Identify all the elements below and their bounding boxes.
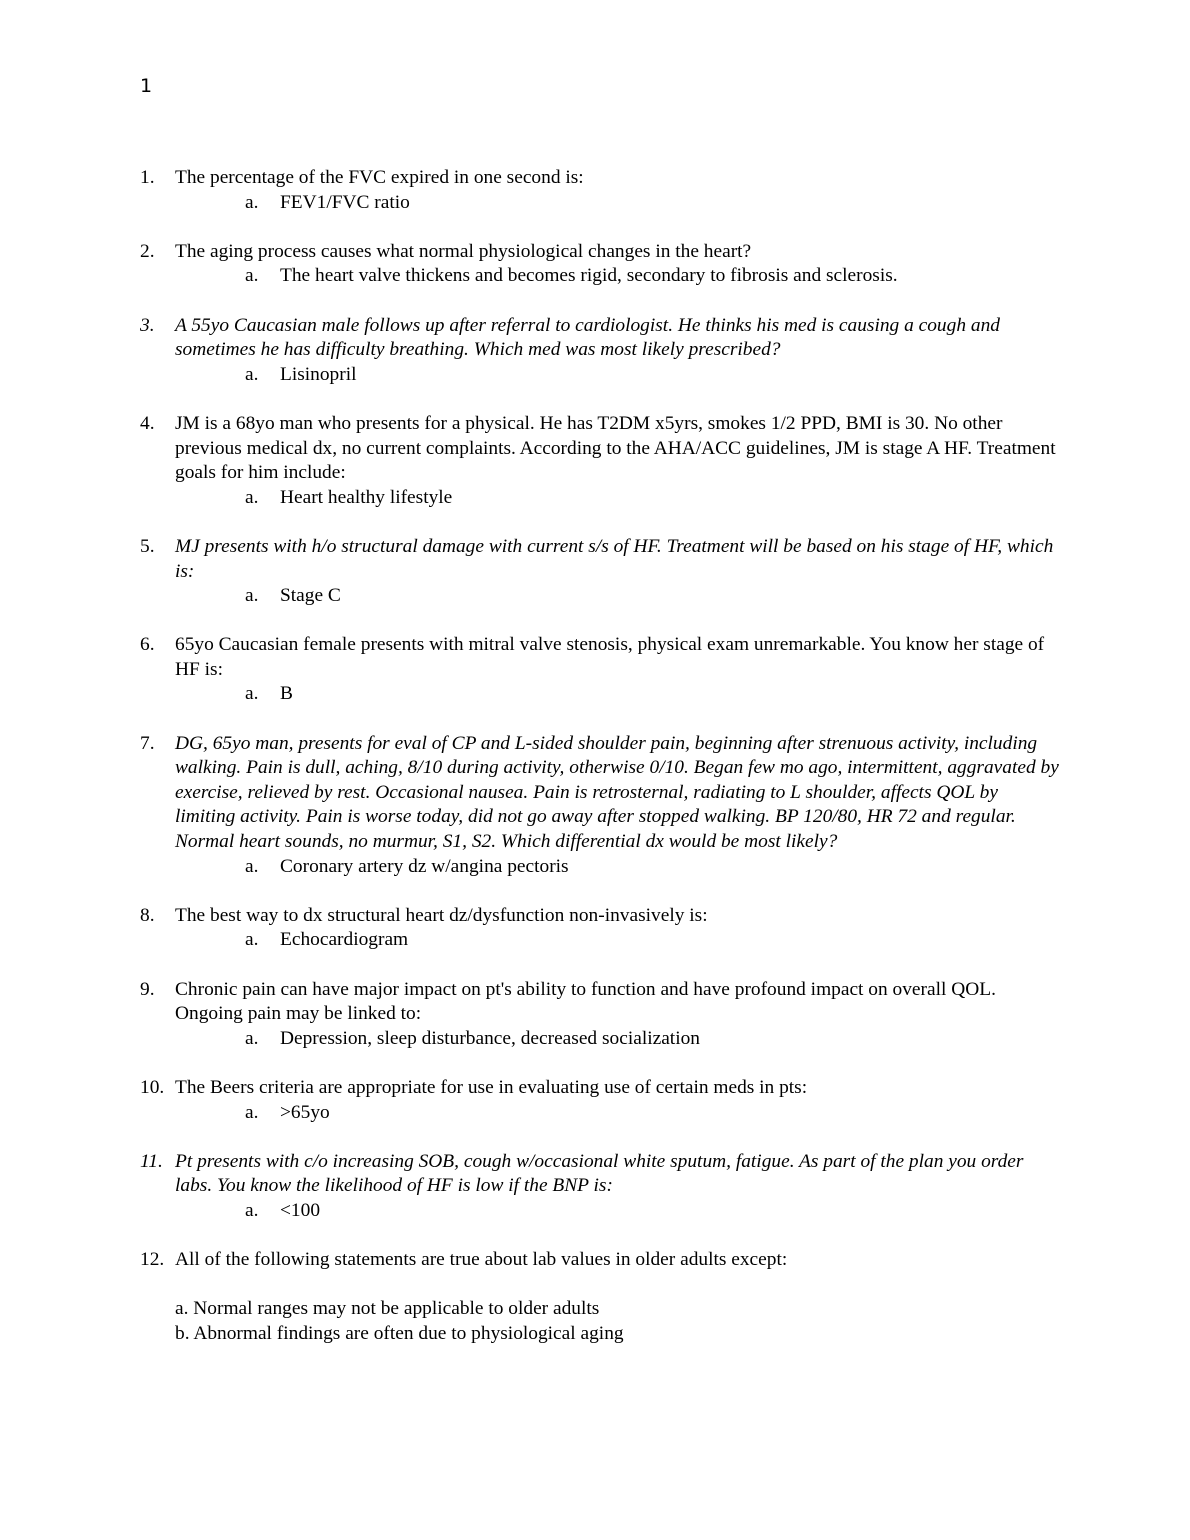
answer-letter: a. xyxy=(245,1101,259,1123)
question-12 xyxy=(140,1248,1060,1346)
question-1 xyxy=(140,166,1060,215)
question-number: 5. xyxy=(140,535,155,557)
question-5 xyxy=(140,535,1060,609)
question-6 xyxy=(140,633,1060,707)
answer xyxy=(245,682,1060,707)
question-text: A 55yo Caucasian male follows up after referral to cardiologist. He thinks his med is causing a cough and sometimes he has difficulty breathing. Which med was most likely prescribed? xyxy=(175,314,1000,361)
question-11 xyxy=(140,1150,1060,1224)
question-4 xyxy=(140,412,1060,510)
question-text: The percentage of the FVC expired in one second is: xyxy=(175,167,584,188)
answer xyxy=(245,928,1060,953)
answer-letter: a. xyxy=(245,265,259,287)
question-text: The best way to dx structural heart dz/dysfunction non-invasively is: xyxy=(175,904,708,926)
answer-letter: a. xyxy=(245,191,259,213)
answer-letter: a. xyxy=(245,1027,259,1049)
answer-text: Coronary artery dz w/angina pectoris xyxy=(280,855,569,877)
question-3 xyxy=(140,314,1060,388)
question-text: All of the following statements are true about lab values in older adults except: xyxy=(175,1249,788,1271)
question-number: 1. xyxy=(140,167,155,188)
question-10 xyxy=(140,1076,1060,1125)
answer xyxy=(245,855,1060,880)
question-text: The Beers criteria are appropriate for use in evaluating use of certain meds in pts: xyxy=(175,1076,808,1098)
question-number: 2. xyxy=(140,240,155,262)
answer-letter: a. xyxy=(245,855,259,877)
answer xyxy=(245,363,1060,388)
spacer xyxy=(175,1273,1060,1298)
answer-text: The heart valve thickens and becomes rigid, secondary to fibrosis and sclerosis. xyxy=(280,265,898,287)
question-list xyxy=(140,166,1060,1371)
question-number: 11. xyxy=(140,1150,163,1172)
answer-text: Lisinopril xyxy=(280,363,357,385)
answer-letter: a. xyxy=(245,1199,259,1221)
question-7 xyxy=(140,732,1060,880)
question-number: 4. xyxy=(140,412,155,434)
question-9 xyxy=(140,978,1060,1052)
question-number: 3. xyxy=(140,314,155,336)
page-number: 1 xyxy=(140,75,153,97)
question-number: 12. xyxy=(140,1249,165,1271)
answer-text: FEV1/FVC ratio xyxy=(280,191,410,213)
question-2 xyxy=(140,240,1060,289)
option-b: b. Abnormal findings are often due to physiological aging xyxy=(175,1322,624,1344)
answer xyxy=(245,264,1060,289)
answer xyxy=(245,1199,1060,1224)
question-number: 7. xyxy=(140,732,155,754)
answer-text: >65yo xyxy=(280,1101,330,1123)
question-8 xyxy=(140,904,1060,953)
answer-text: B xyxy=(280,683,293,705)
question-text: MJ presents with h/o structural damage with current s/s of HF. Treatment will be based on his stage of HF, which is: xyxy=(175,535,1054,582)
answer-text: <100 xyxy=(280,1199,321,1221)
answer xyxy=(245,1101,1060,1126)
answer-letter: a. xyxy=(245,363,259,385)
answer xyxy=(245,584,1060,609)
question-number: 8. xyxy=(140,904,155,926)
question-number: 10. xyxy=(140,1076,165,1098)
question-text: The aging process causes what normal physiological changes in the heart? xyxy=(175,240,752,262)
answer-text: Echocardiogram xyxy=(280,929,409,951)
question-text: JM is a 68yo man who presents for a physical. He has T2DM x5yrs, smokes 1/2 PPD, BMI is 30. No other previous medical dx, no current complaints. According to the AHA/ACC guidelines, JM is stage A HF. Treatment goals for him include: xyxy=(175,412,1056,484)
question-number: 6. xyxy=(140,634,155,656)
question-text: Pt presents with c/o increasing SOB, cough w/occasional white sputum, fatigue. As part of the plan you order labs. You know the likelihood of HF is low if the BNP is: xyxy=(175,1150,1024,1197)
answer-letter: a. xyxy=(245,929,259,951)
question-text: Chronic pain can have major impact on pt's ability to function and have profound impact on overall QOL. Ongoing pain may be linked to: xyxy=(175,978,996,1025)
answer-letter: a. xyxy=(245,585,259,607)
option-a: a. Normal ranges may not be applicable to older adults xyxy=(175,1298,600,1320)
answer-text: Depression, sleep disturbance, decreased socialization xyxy=(280,1027,700,1049)
answer-text: Heart healthy lifestyle xyxy=(280,486,453,508)
answer xyxy=(245,191,1060,216)
answer-letter: a. xyxy=(245,683,259,705)
question-text: 65yo Caucasian female presents with mitral valve stenosis, physical exam unremarkable. You know her stage of HF is: xyxy=(175,634,1045,680)
answer-text: Stage C xyxy=(280,585,341,607)
answer-letter: a. xyxy=(245,486,259,508)
question-number: 9. xyxy=(140,978,155,1000)
question-text: DG, 65yo man, presents for eval of CP and L-sided shoulder pain, beginning after strenuous activity, including walking. Pain is dull, aching, 8/10 during activity, otherwise 0/10. Began few mo ago, intermittent, aggravated by exercise, relieved by rest. Occasional nausea. Pain is retrosternal, radiating to L shoulder, affects QOL by limiting activity. Pain is worse today, did not go away after stopped walking. BP 120/80, HR 72 and regular. Normal heart sounds, no murmur, S1, S2. Which differential dx would be most likely? xyxy=(175,732,1059,853)
answer xyxy=(245,1027,1060,1052)
answer xyxy=(245,486,1060,511)
